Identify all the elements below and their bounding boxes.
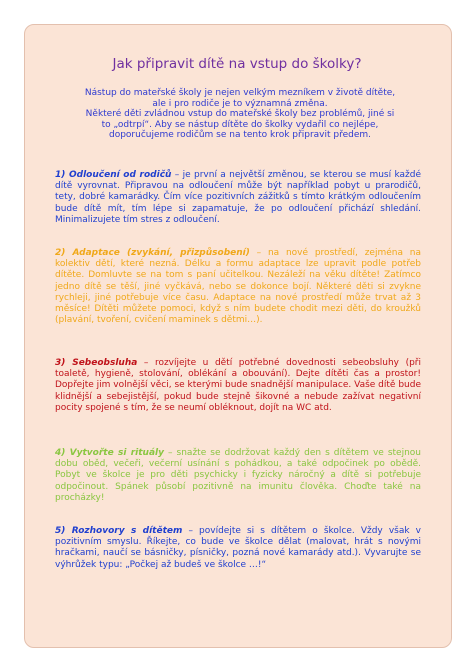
section-heading: 3) Sebeobsluha — [55, 358, 138, 368]
section-text: – rozvíjejte u dětí potřebné dovednosti sebeobsluhy (při toaletě, hygieně, stolování, oblékání a obouvání). Dejte dítěti čas a prostor! Dopřejte jim volnější věci, se kterými bude snadnější manipulace. Vaše dítě bude klidnější a sebejistější, pokud bude stejně šikovné a nebude zažívat negativní pocity spojené s tím, že se neumí obléknout, dojít na WC atd. — [55, 358, 421, 413]
intro-paragraph — [60, 88, 420, 141]
section-text: – snažte se dodržovat každý den s dítětem ve stejnou dobu oběd, večeři, večerní usínání s pohádkou, a také odpočinek po obědě. Pobyt ve školce je pro děti psychicky i fyzicky náročný a dítě si potřebuje odpočinout. Spánek působí pozitivně na imunitu člověka. Choďte také na procházky! — [55, 448, 421, 503]
section-adaptation — [55, 248, 421, 326]
intro-line: Nástup do mateřské školy je nejen velkým mezníkem v životě dítěte, — [84, 88, 396, 98]
document-title: Jak připravit dítě na vstup do školky? — [112, 56, 362, 72]
section-heading: 2) Adaptace (zvykání, přizpůsobení) — [55, 248, 250, 258]
section-heading: 5) Rozhovory s dítětem — [55, 526, 183, 536]
section-separation — [55, 170, 421, 226]
section-heading: 1) Odloučení od rodičů — [55, 170, 172, 180]
section-text: – je první a největší změnou, se kterou se musí každé dítě vyrovnat. Připravou na odloučení může být například pobyt u prarodičů, tety, dobré kamarádky. Čím více pozitivních zážitků s tímto krátkým odloučením bude dítě mít, tím lépe si zapamatuje, že po odloučení přichází shledání. Minimalizujete tím stres z odloučení. — [55, 170, 421, 225]
intro-line: doporučujeme rodičům se na tento krok připravit předem. — [108, 130, 371, 141]
intro-line: Některé děti zvládnou vstup do mateřské školy bez problémů, jiné si — [85, 109, 395, 120]
section-self-care — [55, 358, 421, 414]
section-heading: 4) Vytvořte si rituály — [55, 448, 164, 458]
section-text: – povídejte si s dítětem o školce. Vždy však v pozitivním smyslu. Říkejte, co bude ve školce dělat (malovat, hrát s novými hračkami, naučí se básničky, písničky, pozná nové kamarády atd.). Vyvarujte se výhrůžek typu: „Počkej až budeš ve školce …!“ — [55, 526, 421, 570]
intro-line: to „odtrpí“. Aby se nástup dítěte do školky vydařil co nejlépe, — [101, 119, 379, 130]
section-conversations — [55, 526, 421, 571]
section-rituals — [55, 448, 421, 504]
intro-line: ale i pro rodiče je to významná změna. — [152, 98, 328, 109]
section-text: – na nové prostředí, zejména na kolektiv dětí, které nezná. Délku a formu adaptace lze upravit podle potřeb dítěte. Domluvte se na tom s paní učitelkou. Nezáleží na věku dítěte! Zatímco jedno dítě se těší, jiné vyčkává, nebo se dokonce bojí. Některé děti si zvykne rychleji, jiné potřebuje více času. Adaptace na nové prostředí může trvat až 3 měsíce! Dítěti můžete pomoci, když s ním budete chodit mezi děti, do kroužků (plavání, tvoření, cvičení maminek s dětmi…). — [55, 248, 421, 326]
